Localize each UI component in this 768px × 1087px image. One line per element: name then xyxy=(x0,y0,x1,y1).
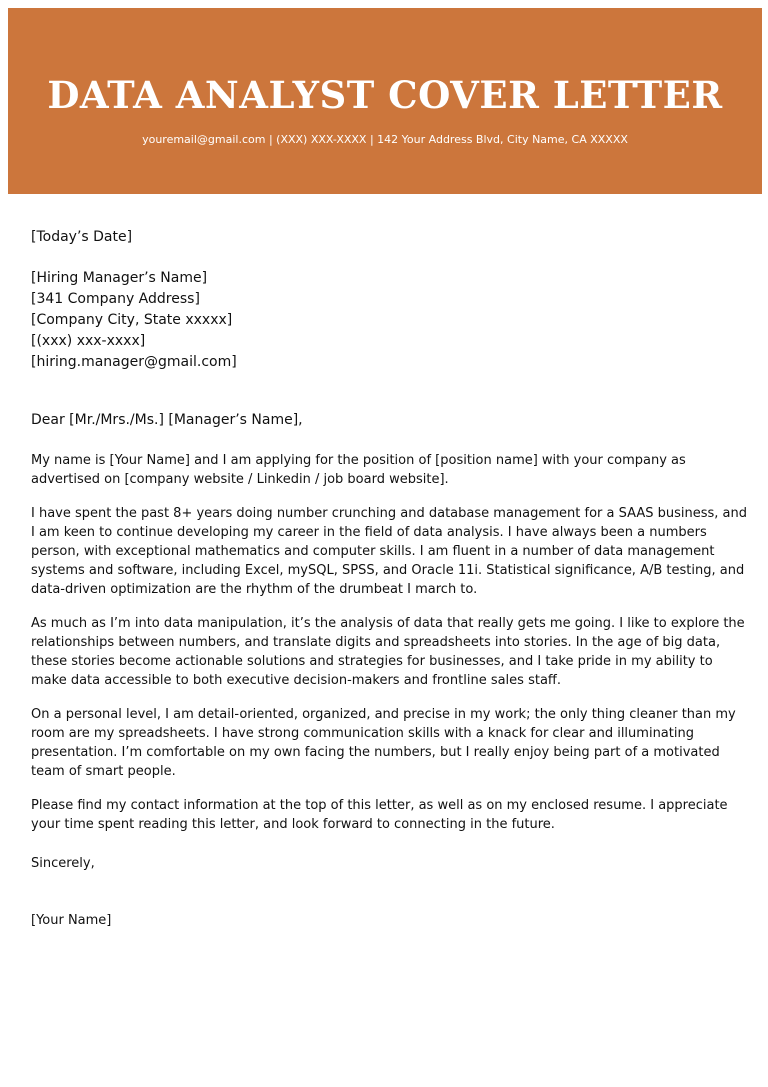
salutation: Dear [Mr./Mrs./Ms.] [Manager’s Name], xyxy=(31,412,303,428)
address-line: [341 Company Address] xyxy=(31,291,200,307)
address-line: [Company City, State xxxxx] xyxy=(31,312,233,328)
letter-date: [Today’s Date] xyxy=(31,229,133,245)
document-title: DATA ANALYST COVER LETTER xyxy=(47,73,723,117)
closing: Sincerely, xyxy=(31,856,95,871)
body-paragraph: Please find my contact information at the top of this letter, as well as on my enclosed resume. I appreciate your time spent reading this letter, and look forward to connecting in the future. xyxy=(31,798,728,832)
signature: [Your Name] xyxy=(31,913,112,928)
recipient-address xyxy=(31,268,747,373)
address-line: [(xxx) xxx-xxxx] xyxy=(31,333,146,349)
address-line: [hiring.manager@gmail.com] xyxy=(31,354,237,370)
body-paragraph: I have spent the past 8+ years doing number crunching and database management for a SAAS business, and I am keen to continue developing my career in the field of data analysis. I have always been a numbers person, with exceptional mathematics and computer skills. I am fluent in a number of data management systems and software, including Excel, mySQL, SPSS, and Oracle 11i. Statistical significance, A/B testing, and data-driven optimization are the rhythm of the drumbeat I march to. xyxy=(31,506,748,597)
letter-header xyxy=(8,8,762,194)
body-paragraph: As much as I’m into data manipulation, it’s the analysis of data that really gets me going. I like to explore the relationships between numbers, and translate digits and spreadsheets into stories. In the age of big data, these stories become actionable solutions and strategies for businesses, and I take pride in my ability to make data accessible to both executive decision-makers and frontline sales staff. xyxy=(31,616,745,688)
letter-body xyxy=(31,226,747,930)
address-line: [Hiring Manager’s Name] xyxy=(31,270,208,286)
body-paragraph: My name is [Your Name] and I am applying for the position of [position name] with your company as advertised on [company website / Linkedin / job board website]. xyxy=(31,453,686,487)
contact-line: youremail@gmail.com | (XXX) XXX-XXXX | 142 Your Address Blvd, City Name, CA XXXXX xyxy=(142,133,628,146)
body-paragraph: On a personal level, I am detail-oriented, organized, and precise in my work; the only thing cleaner than my room are my spreadsheets. I have strong communication skills with a knack for clear and illuminating presentation. I’m comfortable on my own facing the numbers, but I really enjoy being part of a motivated team of smart people. xyxy=(31,707,736,779)
